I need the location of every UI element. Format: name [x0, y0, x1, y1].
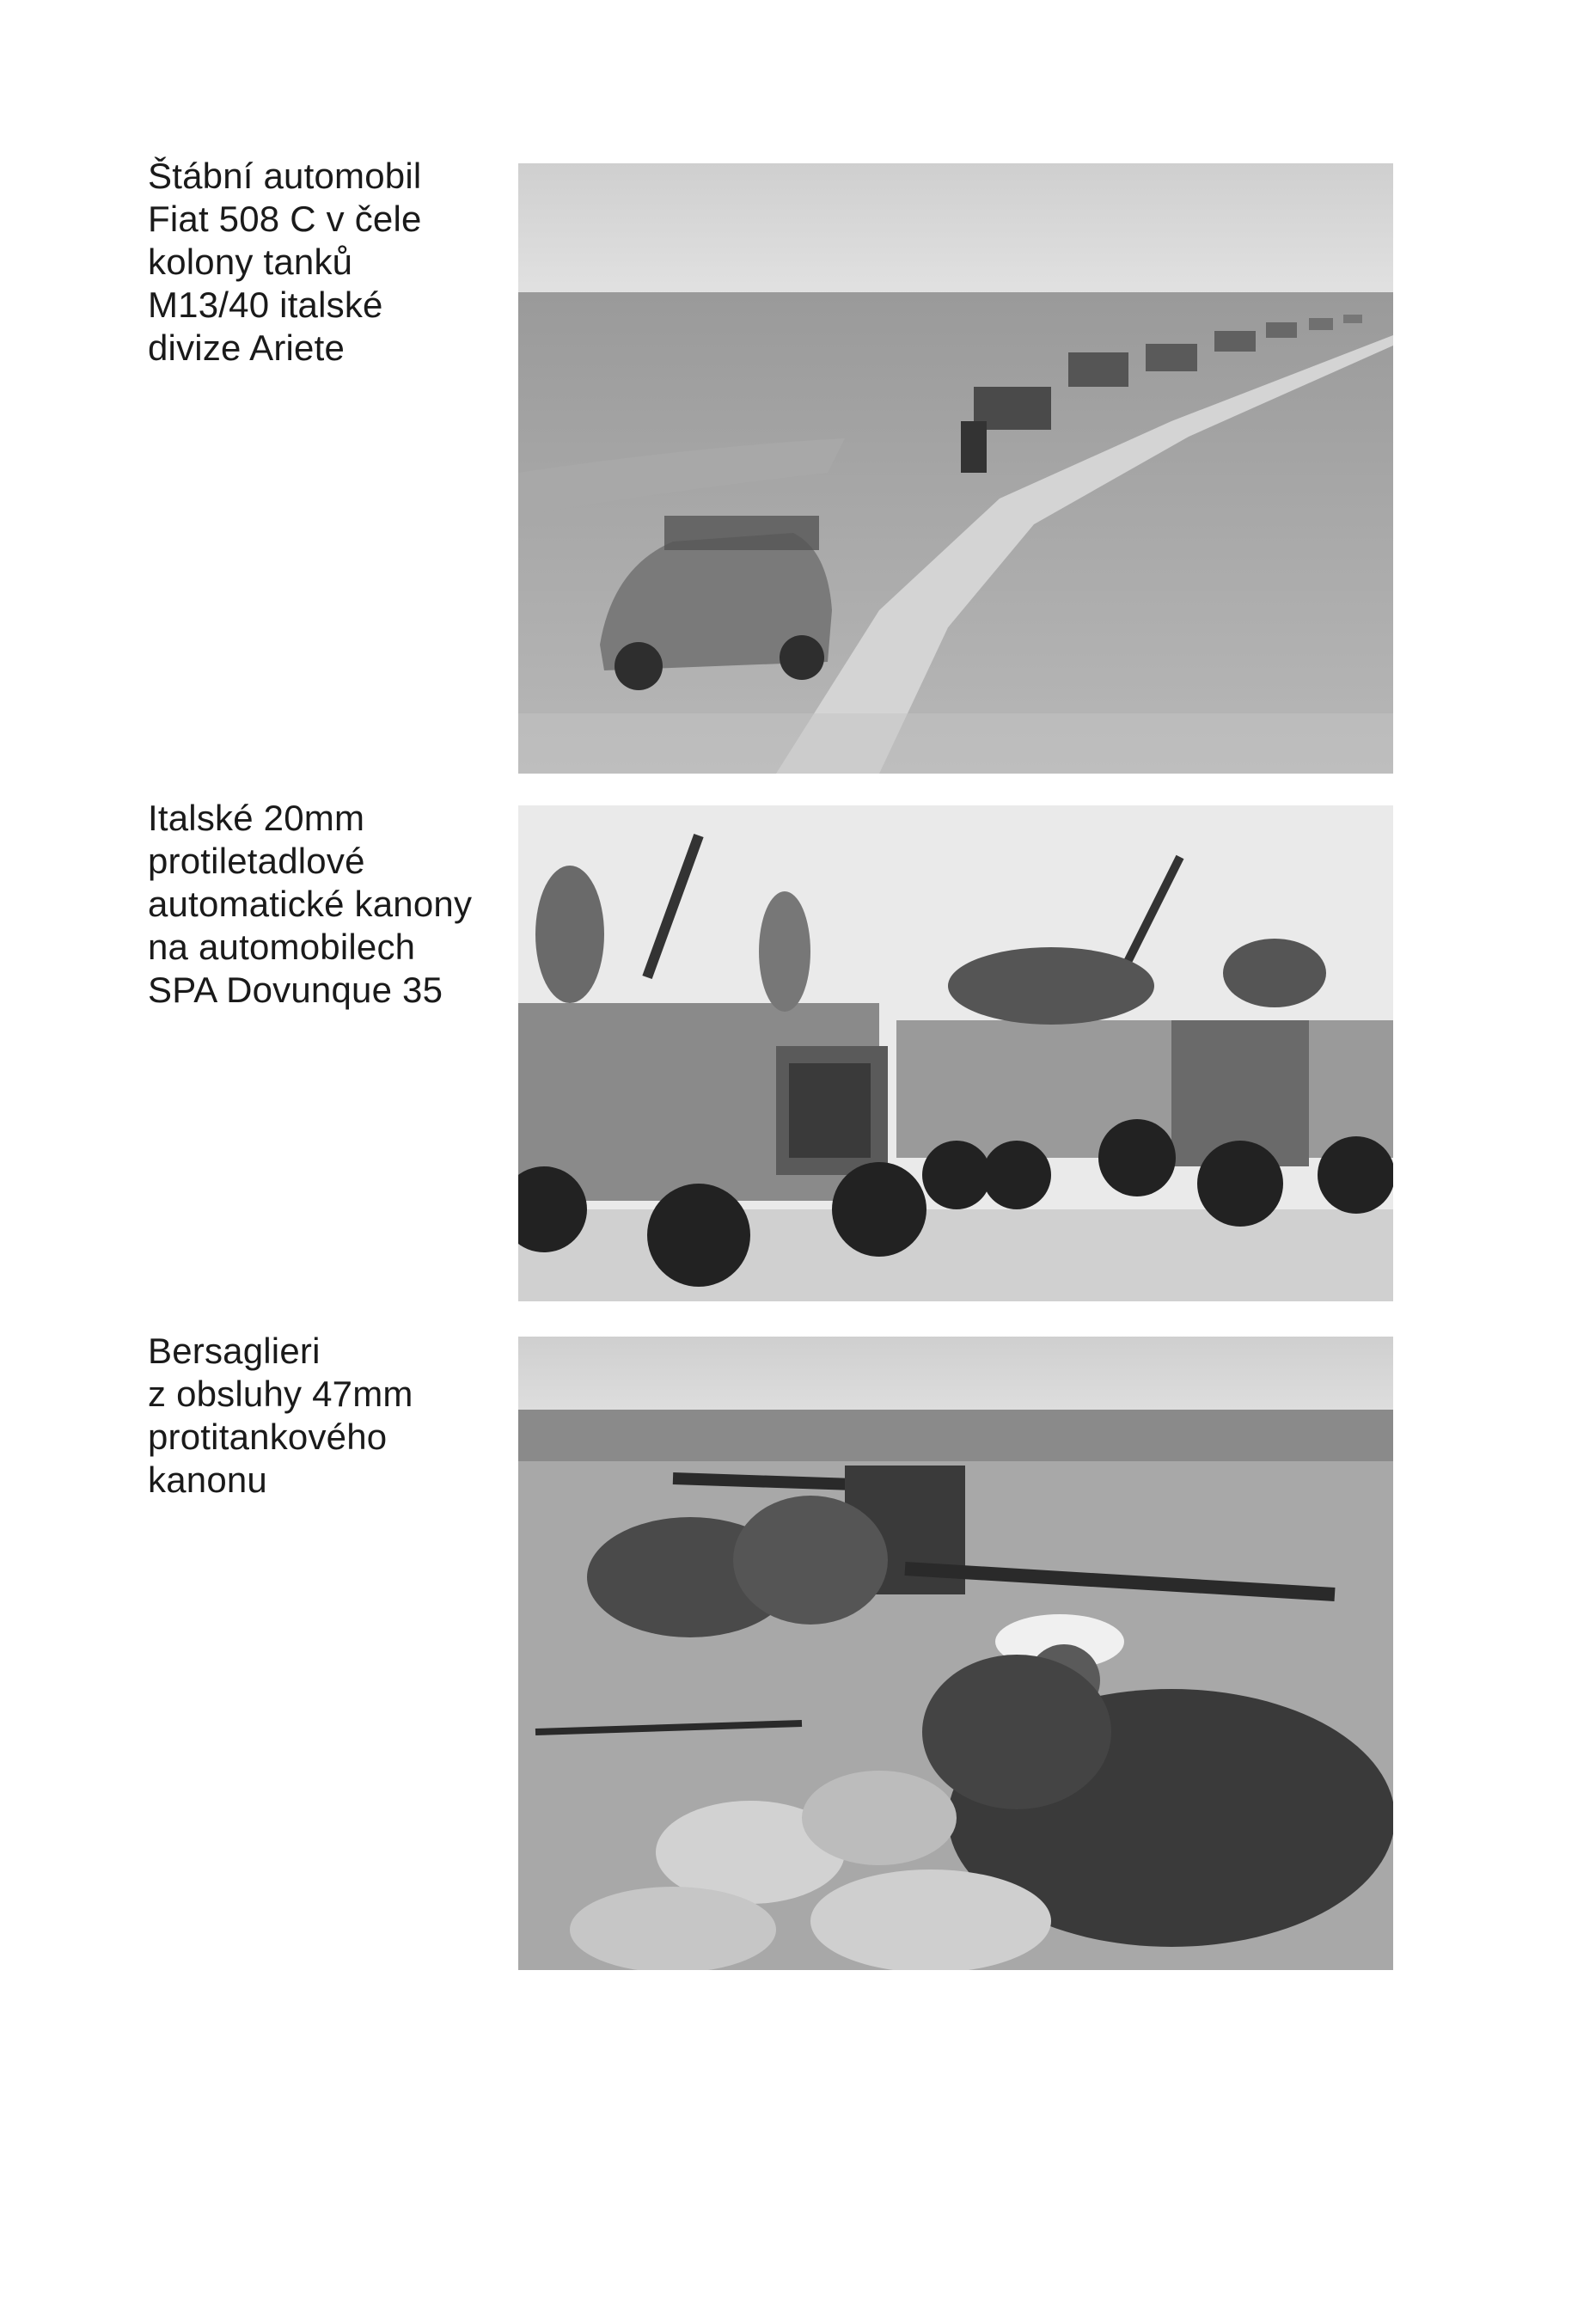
caption-1-line-1: Štábní automobil	[148, 156, 422, 196]
caption-2-line-3: automatické kanony	[148, 884, 473, 924]
photo-aa-gun-trucks	[518, 805, 1393, 1301]
caption-1-line-3: kolony tanků	[148, 242, 353, 282]
caption-1	[148, 155, 509, 370]
caption-3-line-3: protitankového	[148, 1417, 388, 1457]
photo-staff-car-tank-column	[518, 163, 1393, 774]
caption-3-line-2: z obsluhy 47mm	[148, 1374, 413, 1414]
caption-2-line-1: Italské 20mm	[148, 798, 365, 838]
caption-2-line-2: protiletadlové	[148, 841, 365, 881]
caption-1-line-2: Fiat 508 C v čele	[148, 199, 422, 239]
photo-1-illustration	[518, 163, 1393, 774]
caption-1-line-4: M13/40 italské	[148, 285, 383, 325]
photo-anti-tank-gun-crew	[518, 1337, 1393, 1970]
photo-2-illustration	[518, 805, 1393, 1301]
caption-2	[148, 797, 509, 1012]
caption-1-line-5: divize Ariete	[148, 327, 345, 368]
caption-2-line-5: SPA Dovunque 35	[148, 970, 443, 1010]
caption-3-line-4: kanonu	[148, 1459, 267, 1500]
caption-3-line-1: Bersaglieri	[148, 1331, 321, 1371]
photo-3-illustration	[518, 1337, 1393, 1970]
caption-3	[148, 1330, 509, 1502]
caption-2-line-4: na automobilech	[148, 927, 416, 967]
